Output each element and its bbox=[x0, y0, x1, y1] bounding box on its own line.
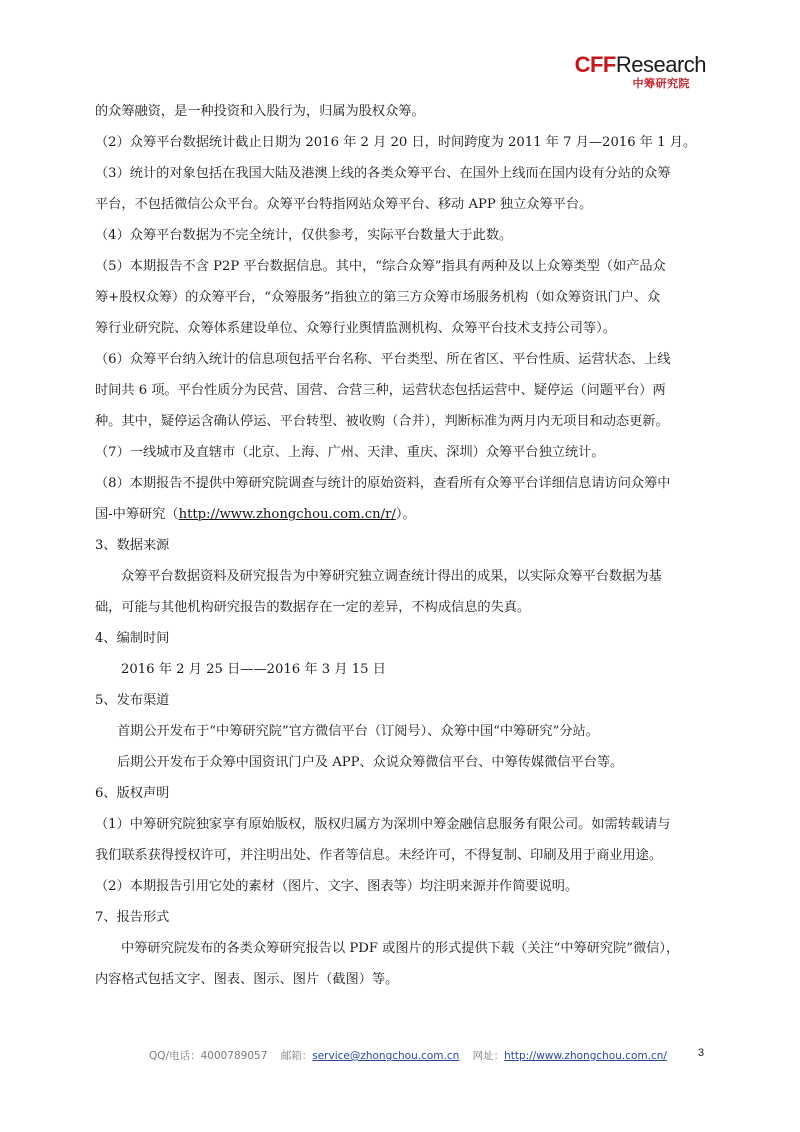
paragraph-line bbox=[95, 499, 715, 530]
note-2: （2）众筹平台数据统计截止日期为 2016 年 2 月 20 日，时间跨度为 2011 年 7 月—2016 年 1 月。 bbox=[95, 135, 697, 150]
page-number: 3 bbox=[698, 1047, 705, 1059]
email-label: 邮箱： bbox=[280, 1050, 313, 1062]
section-heading-channels: 5、发布渠道 bbox=[95, 693, 170, 708]
zhongchou-research-link[interactable]: http://www.zhongchou.com.cn/r/ bbox=[178, 507, 396, 522]
paragraph-line: 种。其中，疑停运含确认停运、平台转型、被收购（合并），判断标准为两月内无项目和动态更新。 bbox=[95, 414, 669, 429]
qq-label: QQ/电话： bbox=[149, 1050, 201, 1062]
logo-subtitle: 中筹研究院 bbox=[632, 77, 690, 90]
note-4: （4）众筹平台数据为不完全统计，仅供参考，实际平台数量大于此数。 bbox=[95, 228, 513, 243]
logo-suffix: Research bbox=[615, 52, 706, 77]
paragraph-line: 内容格式包括文字、图表、图示、图片（截图）等。 bbox=[95, 972, 399, 987]
compile-date-range: 2016 年 2 月 25 日——2016 年 3 月 15 日 bbox=[121, 662, 386, 677]
note-5: （5）本期报告不含 P2P 平台数据信息。其中，“综合众筹”指具有两种及以上众筹类型（如产品众 bbox=[95, 259, 666, 274]
link-prefix: 国-中筹研究（ bbox=[95, 507, 179, 522]
copyright-1: （1）中筹研究院独家享有原始版权，版权归属方为深圳中筹金融信息服务有限公司。如需转载请与 bbox=[95, 817, 671, 832]
paragraph-line: 众筹平台数据资料及研究报告为中筹研究独立调查统计得出的成果，以实际众筹平台数据为基 bbox=[121, 569, 662, 584]
link-suffix: ）。 bbox=[395, 507, 416, 522]
note-8: （8）本期报告不提供中筹研究院调查与统计的原始资料，查看所有众筹平台详细信息请访问众筹中 bbox=[95, 476, 671, 491]
website-link[interactable]: http://www.zhongchou.com.cn/ bbox=[504, 1050, 667, 1062]
logo-wordmark bbox=[575, 54, 706, 76]
paragraph-line: 首期公开发布于“中筹研究院”官方微信平台（订阅号）、众筹中国“中筹研究”分站。 bbox=[117, 724, 599, 739]
site-label: 网址： bbox=[472, 1050, 505, 1062]
note-3: （3）统计的对象包括在我国大陆及港澳上线的各类众筹平台、在国外上线而在国内设有分站的众筹 bbox=[95, 166, 671, 181]
cff-research-logo bbox=[575, 54, 706, 89]
paragraph-line: 后期公开发布于众筹中国资讯门户及 APP、众说众筹微信平台、中筹传媒微信平台等。 bbox=[117, 755, 624, 770]
logo-prefix: CFF bbox=[574, 52, 616, 77]
paragraph-line: 我们联系获得授权许可，并注明出处、作者等信息。未经许可，不得复制、印刷及用于商业用途。 bbox=[95, 848, 663, 863]
paragraph-line: 平台，不包括微信公众平台。众筹平台特指网站众筹平台、移动 APP 独立众筹平台。 bbox=[95, 197, 593, 212]
note-6: （6）众筹平台纳入统计的信息项包括平台名称、平台类型、所在省区、平台性质、运营状态、上线 bbox=[95, 352, 671, 367]
document-body bbox=[95, 96, 715, 995]
qq-value: 4000789057 bbox=[200, 1050, 268, 1062]
paragraph-line: 时间共 6 项。平台性质分为民营、国营、合营三种，运营状态包括运营中、疑停运（问题平台）两 bbox=[95, 383, 666, 398]
paragraph-line: 的众筹融资，是一种投资和入股行为，归属为股权众筹。 bbox=[95, 104, 425, 119]
section-heading-data-source: 3、数据来源 bbox=[95, 538, 170, 553]
email-link[interactable]: service@zhongchou.com.cn bbox=[312, 1050, 460, 1062]
copyright-2: （2）本期报告引用它处的素材（图片、文字、图表等）均注明来源并作简要说明。 bbox=[95, 879, 579, 894]
paragraph-line: 中筹研究院发布的各类众筹研究报告以 PDF 或图片的形式提供下载（关注“中筹研究院”微信）， bbox=[121, 941, 680, 956]
section-heading-compile-time: 4、编制时间 bbox=[95, 631, 170, 646]
page-footer bbox=[149, 1048, 709, 1063]
section-heading-report-format: 7、报告形式 bbox=[95, 910, 170, 925]
paragraph-line: 筹行业研究院、众筹体系建设单位、众筹行业舆情监测机构、众筹平台技术支持公司等）。 bbox=[95, 321, 616, 336]
paragraph-line: 筹+股权众筹）的众筹平台，“众筹服务”指独立的第三方众筹市场服务机构（如众筹资讯门户、众 bbox=[95, 290, 661, 305]
paragraph-line: 础，可能与其他机构研究报告的数据存在一定的差异，不构成信息的失真。 bbox=[95, 600, 531, 615]
note-7: （7）一线城市及直辖市（北京、上海、广州、天津、重庆、深圳）众筹平台独立统计。 bbox=[95, 445, 605, 460]
section-heading-copyright: 6、版权声明 bbox=[95, 786, 170, 801]
